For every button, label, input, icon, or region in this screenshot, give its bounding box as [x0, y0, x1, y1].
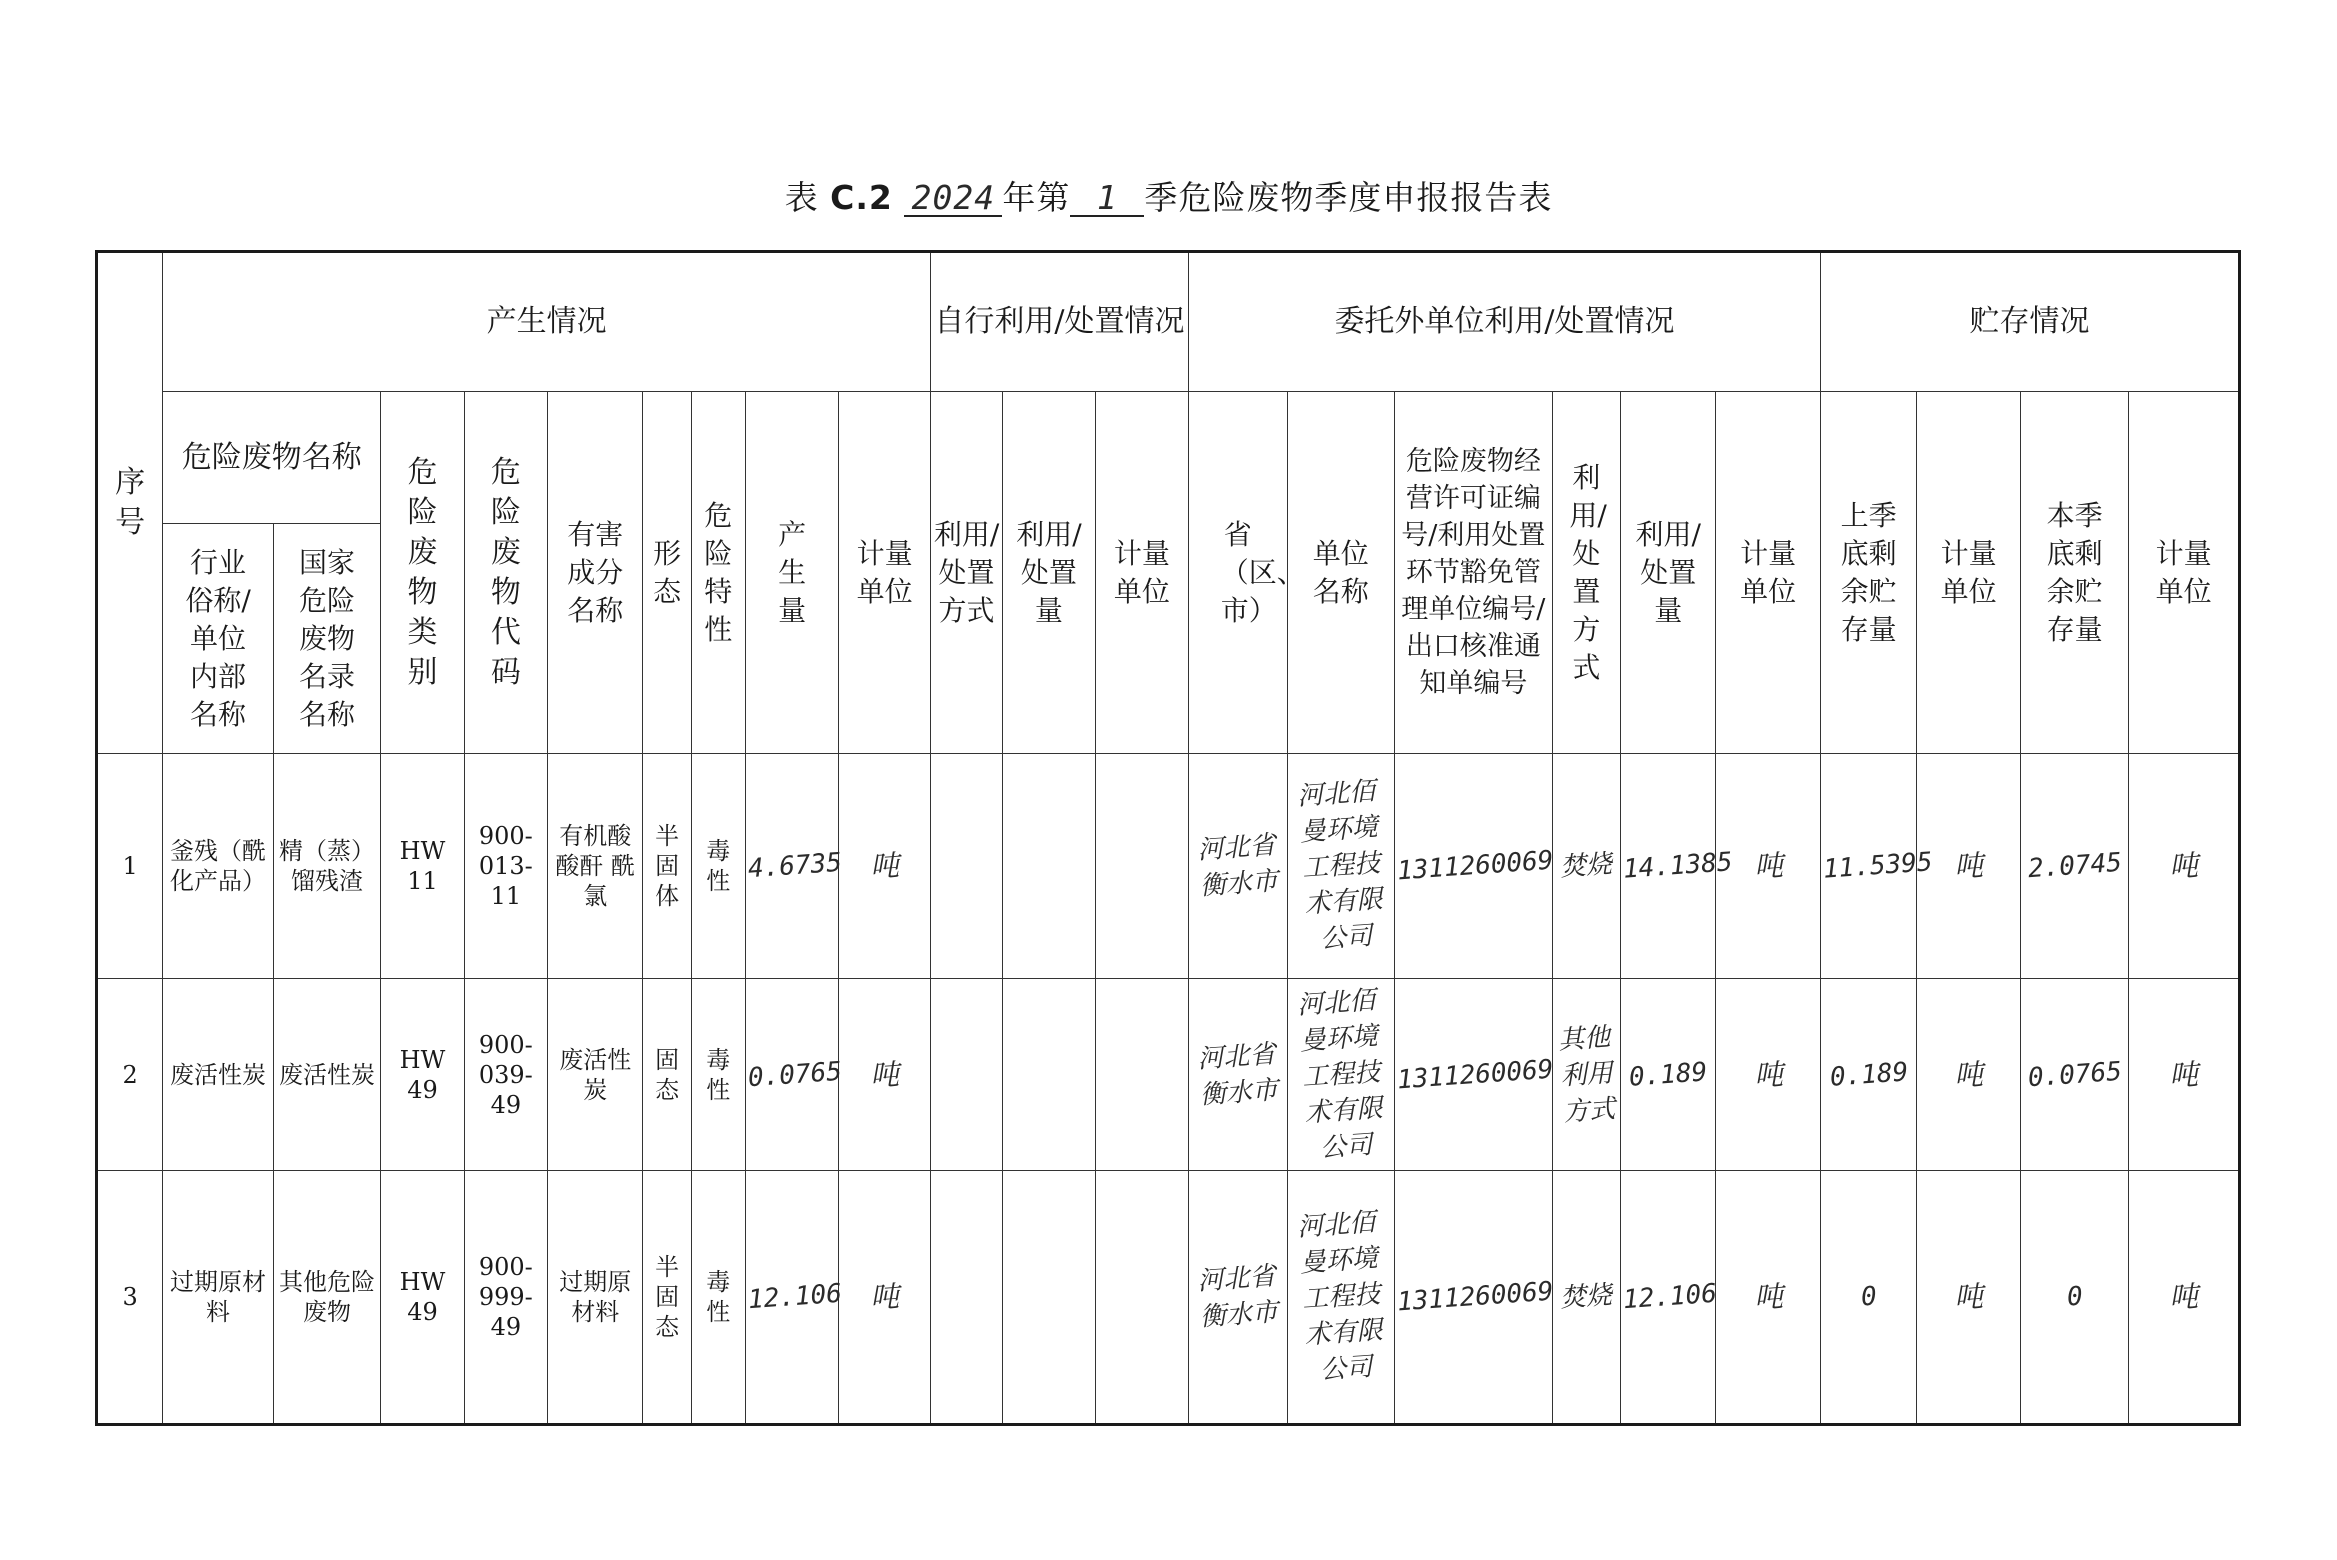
- header-ent-amount: 利用/处置量: [1621, 392, 1716, 754]
- row-national-name: 废活性炭: [273, 979, 380, 1171]
- row-components: 废活性炭: [548, 979, 643, 1171]
- row-industry-name: 废活性炭: [163, 979, 274, 1171]
- row-company: 河北佰曼环境工程技术有限公司: [1287, 979, 1394, 1171]
- row-ent-unit: 吨: [1716, 754, 1820, 979]
- row-unit: 吨: [839, 979, 931, 1171]
- table-row: [97, 1171, 2240, 1425]
- row-prev-stock: 11.5395: [1820, 754, 1916, 979]
- row-ent-method: 焚烧: [1552, 754, 1620, 979]
- row-ent-unit: 吨: [1716, 979, 1820, 1171]
- table-row: [97, 979, 2240, 1171]
- row-unit: 吨: [839, 754, 931, 979]
- table-row: [97, 754, 2240, 979]
- header-self-method: 利用/处置方式: [930, 392, 1002, 754]
- row-company: 河北佰曼环境工程技术有限公司: [1287, 754, 1394, 979]
- row-prev-unit: 吨: [1917, 1171, 2020, 1425]
- header-waste-name: 危险废物名称: [163, 392, 381, 524]
- header-components: 有害成分名称: [548, 392, 643, 754]
- header-self-unit: 计量单位: [1095, 392, 1188, 754]
- row-ent-unit: 吨: [1716, 1171, 1820, 1425]
- row-license: 1311260069: [1394, 979, 1552, 1171]
- waste-report-table: [95, 250, 2241, 1426]
- header-seq: 序号: [97, 252, 163, 754]
- row-self-amount: [1003, 1171, 1095, 1425]
- row-prev-unit: 吨: [1917, 754, 2020, 979]
- header-self-amount: 利用/处置量: [1003, 392, 1095, 754]
- row-province: 河北省衡水市: [1189, 1171, 1287, 1425]
- header-province: 省（区、市）: [1189, 392, 1287, 754]
- header-industry-name: 行业俗称/单位内部名称: [163, 524, 274, 754]
- row-ent-amount: 14.1385: [1621, 754, 1716, 979]
- row-amount: 4.6735: [745, 754, 838, 979]
- header-national-name: 国家危险废物名录名称: [273, 524, 380, 754]
- header-unit: 计量单位: [839, 392, 931, 754]
- header-prev-stock: 上季底剩余贮存量: [1820, 392, 1916, 754]
- row-curr-unit: 吨: [2129, 979, 2240, 1171]
- row-national-name: 精（蒸）馏残渣: [273, 754, 380, 979]
- title-year: 2024: [904, 181, 1002, 217]
- header-entrusted: 委托外单位利用/处置情况: [1189, 252, 1821, 392]
- row-hazard: 毒性: [691, 754, 745, 979]
- row-province: 河北省衡水市: [1189, 979, 1287, 1171]
- row-prev-stock: 0.189: [1820, 979, 1916, 1171]
- row-category: HW 49: [381, 1171, 464, 1425]
- row-curr-stock: 0.0765: [2020, 979, 2128, 1171]
- row-prev-stock: 0: [1820, 1171, 1916, 1425]
- row-self-unit: [1095, 754, 1188, 979]
- row-self-amount: [1003, 754, 1095, 979]
- row-self-amount: [1003, 979, 1095, 1171]
- row-ent-method: 焚烧: [1552, 1171, 1620, 1425]
- header-company: 单位名称: [1287, 392, 1394, 754]
- header-amount: 产生量: [745, 392, 838, 754]
- row-self-method: [930, 1171, 1002, 1425]
- header-row-2: [97, 392, 2240, 524]
- header-row-1: [97, 252, 2240, 392]
- title-suffix: 季危险废物季度申报报告表: [1144, 178, 1553, 217]
- header-curr-unit: 计量单位: [2129, 392, 2240, 754]
- header-hazard: 危险特性: [691, 392, 745, 754]
- header-prev-unit: 计量单位: [1917, 392, 2020, 754]
- row-license: 1311260069: [1394, 1171, 1552, 1425]
- row-self-method: [930, 979, 1002, 1171]
- title-prefix: 表: [784, 178, 831, 217]
- row-components: 过期原材料: [548, 1171, 643, 1425]
- row-self-unit: [1095, 979, 1188, 1171]
- row-province: 河北省衡水市: [1189, 754, 1287, 979]
- title-quarter: 1: [1070, 181, 1144, 217]
- row-seq: 3: [97, 1171, 163, 1425]
- header-category: 危险废物类别: [381, 392, 464, 754]
- row-self-method: [930, 754, 1002, 979]
- row-code: 900-039-49: [464, 979, 547, 1171]
- row-category: HW 11: [381, 754, 464, 979]
- report-title: [0, 172, 2337, 219]
- row-category: HW 49: [381, 979, 464, 1171]
- row-curr-unit: 吨: [2129, 1171, 2240, 1425]
- row-curr-stock: 2.0745: [2020, 754, 2128, 979]
- header-ent-method: 利用/处置方式: [1552, 392, 1620, 754]
- row-amount: 0.0765: [745, 979, 838, 1171]
- header-curr-stock: 本季底剩余贮存量: [2020, 392, 2128, 754]
- header-form: 形态: [643, 392, 691, 754]
- row-form: 半固态: [643, 1171, 691, 1425]
- header-self-use: 自行利用/处置情况: [930, 252, 1188, 392]
- row-self-unit: [1095, 1171, 1188, 1425]
- row-ent-method: 其他利用方式: [1552, 979, 1620, 1171]
- header-production: 产生情况: [163, 252, 931, 392]
- row-ent-amount: 12.106: [1621, 1171, 1716, 1425]
- row-curr-stock: 0: [2020, 1171, 2128, 1425]
- row-code: 900-013-11: [464, 754, 547, 979]
- row-national-name: 其他危险废物: [273, 1171, 380, 1425]
- row-code: 900-999-49: [464, 1171, 547, 1425]
- row-seq: 2: [97, 979, 163, 1171]
- row-unit: 吨: [839, 1171, 931, 1425]
- row-components: 有机酸 酸酐 酰氯: [548, 754, 643, 979]
- row-industry-name: 釜残（酰化产品）: [163, 754, 274, 979]
- header-ent-unit: 计量单位: [1716, 392, 1820, 754]
- row-ent-amount: 0.189: [1621, 979, 1716, 1171]
- title-year-suffix: 年第: [1002, 178, 1071, 217]
- row-hazard: 毒性: [691, 979, 745, 1171]
- row-prev-unit: 吨: [1917, 979, 2020, 1171]
- row-license: 1311260069: [1394, 754, 1552, 979]
- row-amount: 12.106: [745, 1171, 838, 1425]
- header-license: 危险废物经营许可证编号/利用处置环节豁免管理单位编号/出口核准通知单编号: [1394, 392, 1552, 754]
- title-code: C.2: [830, 178, 893, 217]
- row-company: 河北佰曼环境工程技术有限公司: [1287, 1171, 1394, 1425]
- row-seq: 1: [97, 754, 163, 979]
- row-hazard: 毒性: [691, 1171, 745, 1425]
- row-curr-unit: 吨: [2129, 754, 2240, 979]
- row-industry-name: 过期原材料: [163, 1171, 274, 1425]
- header-waste-code: 危险废物代码: [464, 392, 547, 754]
- header-storage: 贮存情况: [1820, 252, 2239, 392]
- row-form: 半固体: [643, 754, 691, 979]
- row-form: 固态: [643, 979, 691, 1171]
